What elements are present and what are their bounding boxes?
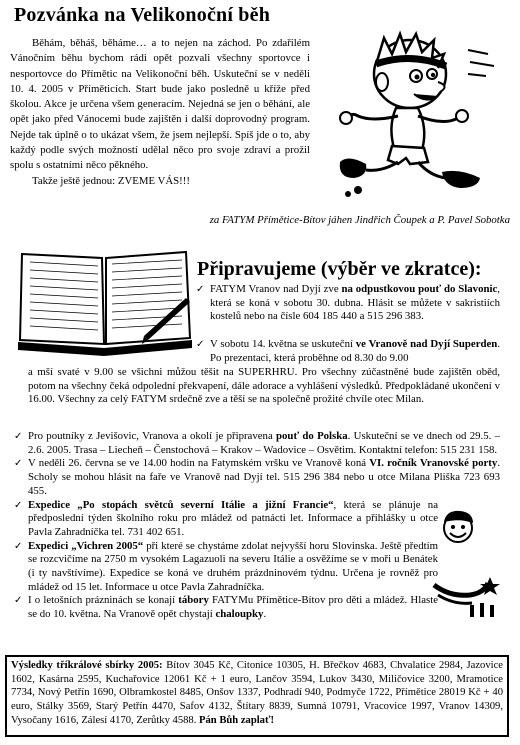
intro-text [10, 36, 310, 189]
shooting-star-icon [430, 575, 506, 621]
item-3: ✓ Pro poutníky z Jevišovic, Vranova a okolí je připravena pouť do Polska. Uskuteční se ve dnech od 29.5. – 2.6. 2005. Trasa – Liecheň – Čenstochová – Krakov – Wadovice – Osvětim. Kontaktní telefon: 515 231 158. [14, 430, 501, 456]
results-thanks: Pán Bůh zaplať! [196, 714, 274, 726]
checkmark-icon: ✓ [14, 458, 23, 470]
item-2: ✓ V sobotu 14. května se uskuteční ve Vranově nad Dyjí Superden. Po prezentaci, která proběhne od 8.30 do 9.00 [196, 338, 501, 364]
item-6: ✓ Expedici „Vichren 2005“ při které se chystáme zdolat nejvyšší horu Slovinska. Ještě předtím se rozcvičíme na 2750 m vysokém Lagazuoli na severu Itálie a osvěžíme se v moři u Benátek (i ty navštívíme). Expedice se koná ve druhém prázdninovém týdnu. Určena je rovněž pro mládež od 15 let. Informace u otce Pavla Zahradníčka. [14, 539, 438, 593]
item-5: ✓ Expedice „Po stopách světců severní Itálie a jižní Francie“, která se plánuje na předposlední týden školního roku pro mládež od patnácti let. Informace a přihlášky u otce Pavla Zahradníčka tel. 731 402 651. [14, 498, 438, 538]
signature: za FATYM Přímětice-Bítov jáhen Jindřich Čoupek a P. Pavel Sobotka [209, 214, 510, 226]
checkmark-icon: ✓ [14, 431, 23, 442]
item-1: ✓ FATYM Vranov nad Dyjí zve na odpustkovou pouť do Slavonic, která se koná v sobotu 30. dubna. Hlásit se můžete v sakristiích kostelů nebo na čísle 604 185 440 a 515 296 383. [196, 283, 500, 323]
collection-results-box [5, 655, 509, 737]
results-text: Bítov 3045 Kč, Citonice 10305, H. Břečkov 4683, Chvalatice 2984, Jazovice 1602, Kasárna 2595, Kuchařovice 12061 Kč + 1 euro, Lančov 3594, Lukov 3430, Miličovice 3200, Mramotice 7734, Nový Petřín 1690, Olbramkostel 8485, Onšov 1337, Podhradí 940, Podmyče 1722, Přímětice 28019 Kč + 40 euro, Stálky 3569, Starý Petřín 4470, Safov 4132, Štítary 8839, Sumná 10791, Vracovice 1997, Vranov 14309, Vysočany 1616, Zálesí 4170, Zerůtky 4588. [11, 660, 503, 726]
checkmark-icon: ✓ [14, 540, 23, 552]
checkmark-icon: ✓ [14, 595, 23, 607]
item-2-continuation: a mší svaté v 9.00 se všichni můžou těšit na SUPERHRU. Pro všechny zúčastněné bude zajištěn oběd, potom na všechny čeká odpolední překvapení, dále adorace a vyhlášení výsledků. Předpokládané ukončení v 16.00. Všechny za celý FATYM srdečně zve a těší se na společně prožité chvíle otec Milan. [28, 366, 500, 406]
checkmark-icon: ✓ [196, 339, 205, 350]
intro-call: Takže ještě jednou: ZVEME VÁS!!! [32, 174, 190, 187]
intro-paragraph: Běhám, běháš, běháme… a to nejen na záchod. Po zdařilém Vánočním běhu bychom rádi opět pozvali všechny sportovce i nesportovce do Přímětic na Velikonoční běh. Uskuteční se v neděli 10. 4. 2005 v Příměticích. Start bude jako posledně u kříže před školou. Akce je určena všem generacím. Nejedná se jen o běhání, ale opět jako před Vánocemi bude zajištěn i další doprovodný program. Nejde tak úplně o to ukázat všem, že jsem nejlepší. Spíš jde o to, aby každý podle svých možností udělal něco pro svoje zdraví a prožil spolu s ostatními něco pěkného. [10, 37, 310, 172]
checkmark-icon: ✓ [196, 284, 205, 295]
smiley-face-icon [440, 508, 476, 544]
open-book-illustration [14, 244, 194, 360]
running-boy-illustration [318, 30, 514, 206]
section-title: Připravujeme (výběr ve zkratce): [197, 258, 482, 280]
item-7: ✓ I o letošních prázninách se konají tábory FATYMu Přímětice-Bítov pro děti a mládež. Hlaste se do 10. května. Na Vranově opět chystají chaloupky. [14, 594, 438, 621]
item-4: ✓ V neděli 26. června se ve 14.00 hodin na Fatymském vršku ve Vranově koná VI. ročník Vranovské porty. Scholy se mohou hlásit na faře ve Vranově nad Dyjí tel. 515 296 384 nebo u otce Milana Pliška 723 693 455. [14, 457, 501, 497]
intro-title: Pozvánka na Velikonoční běh [14, 4, 271, 26]
items-list [14, 430, 500, 622]
results-label: Výsledky tříkrálové sbírky 2005: [11, 660, 163, 671]
checkmark-icon: ✓ [14, 499, 23, 511]
